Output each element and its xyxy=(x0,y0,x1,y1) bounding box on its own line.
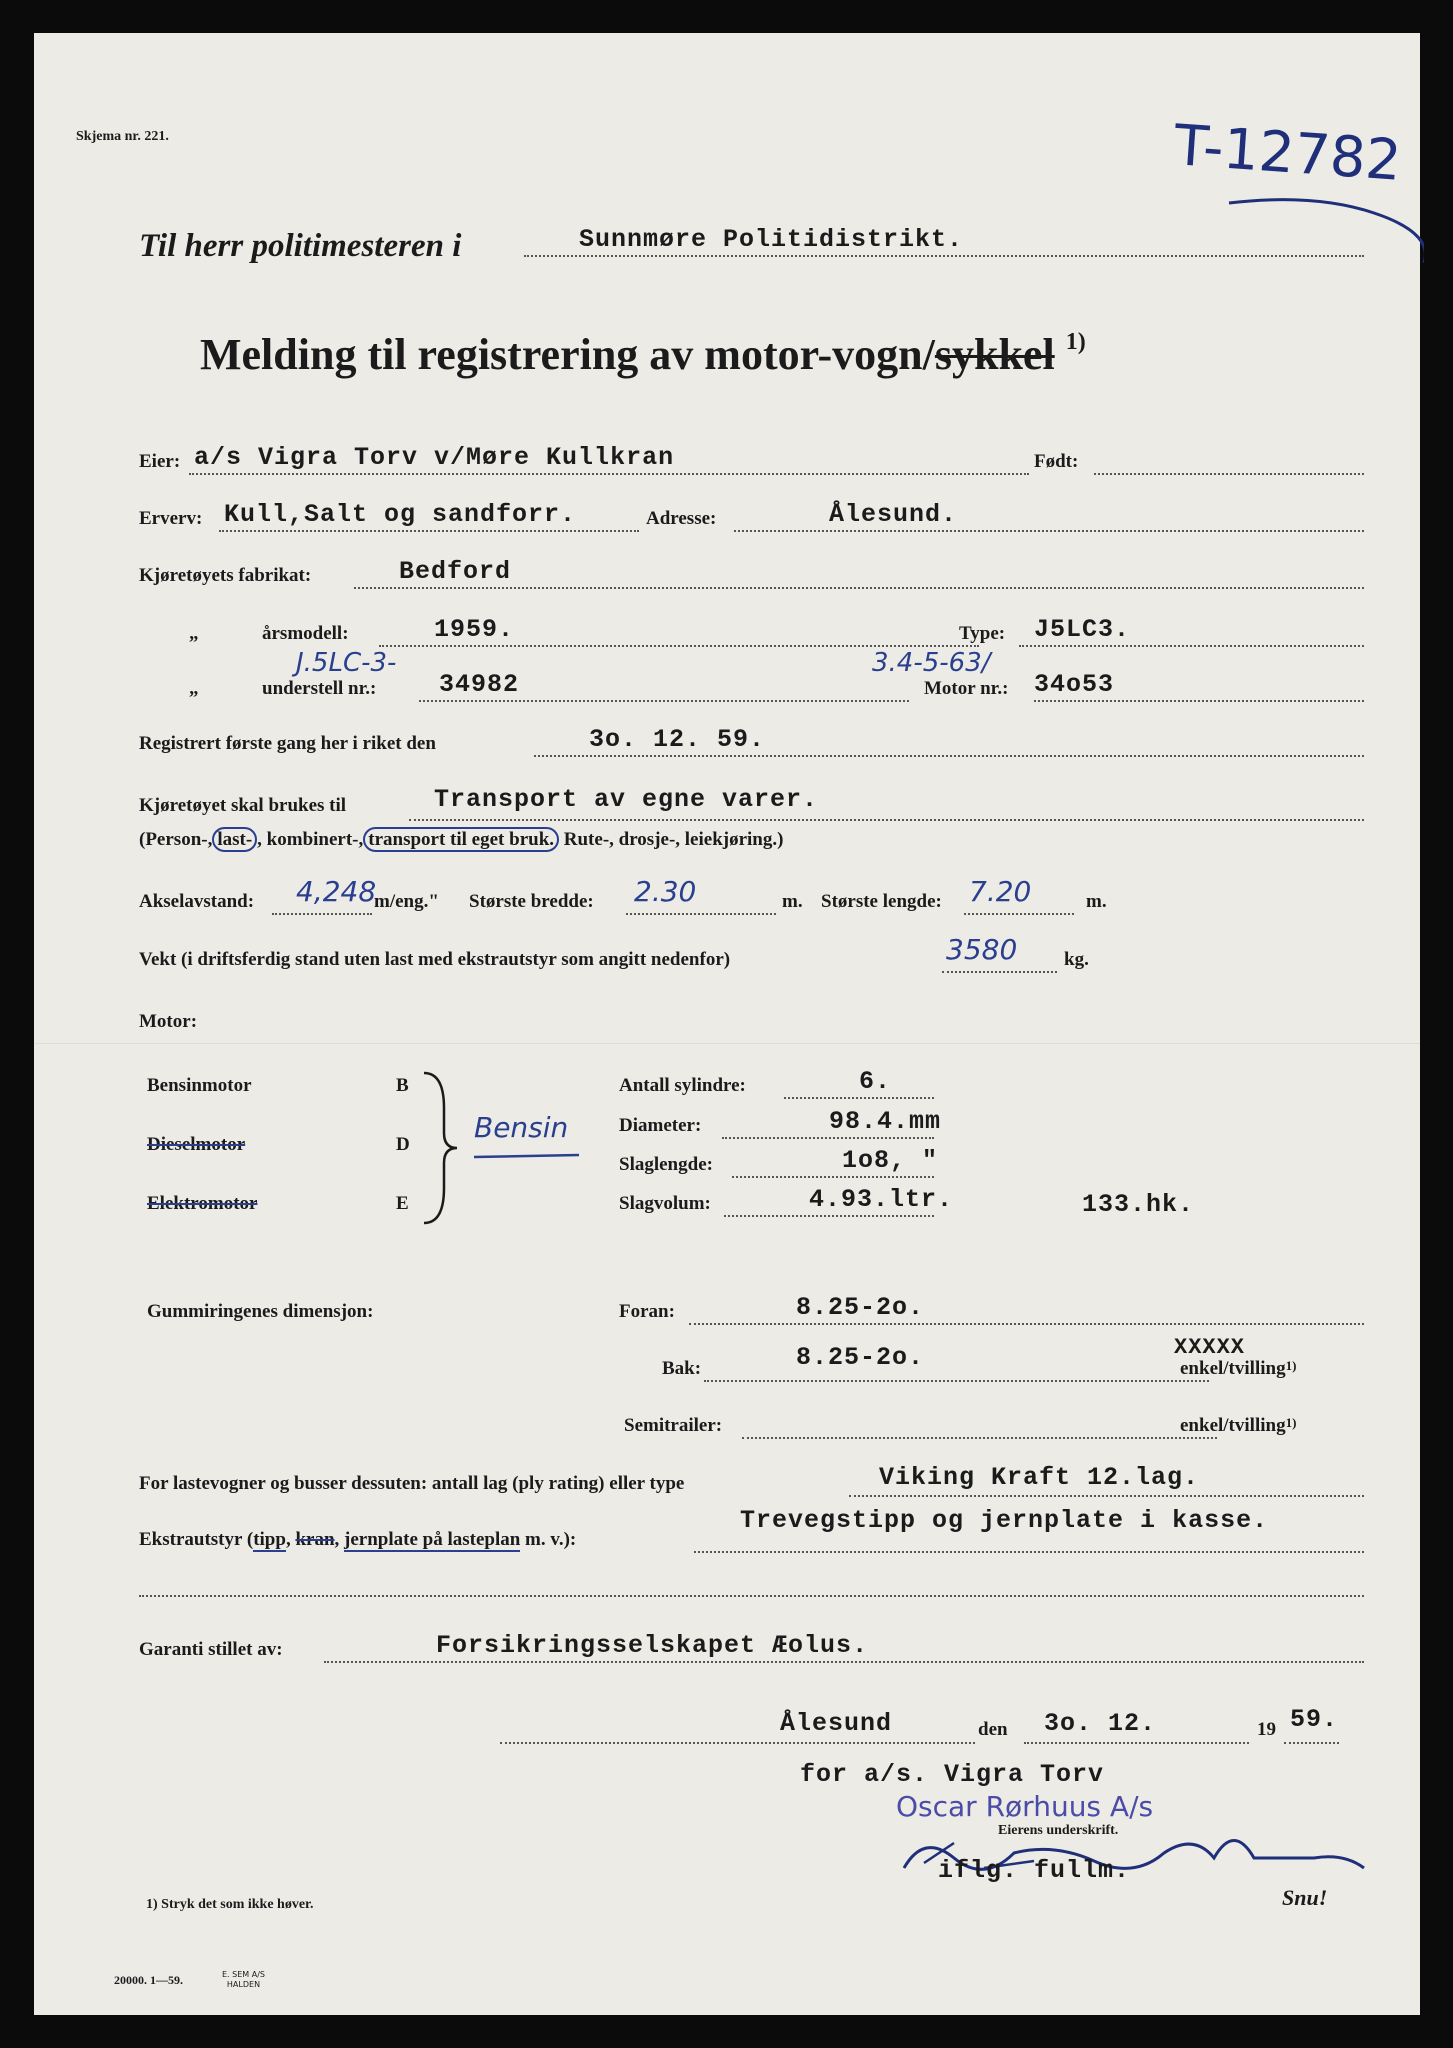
dieselmotor-label-struck: Dieselmotor xyxy=(147,1134,246,1155)
ply-value: Viking Kraft 12.lag. xyxy=(879,1463,1200,1492)
motor-nr-label: Motor nr.: xyxy=(924,678,1009,699)
foran-label: Foran: xyxy=(619,1301,675,1322)
date-value: 3o. 12. xyxy=(1044,1709,1157,1738)
police-district-value: Sunnmøre Politidistrikt. xyxy=(579,225,964,254)
slagvolum-dots xyxy=(724,1215,934,1217)
semi-enkel-tvilling xyxy=(1180,1415,1296,1437)
xxxxx-overtype: XXXXX xyxy=(1174,1335,1246,1360)
motor-brace xyxy=(419,1068,459,1228)
type-dots xyxy=(1019,645,1364,647)
semitrailer-label: Semitrailer: xyxy=(624,1415,723,1436)
owner-stamp: Oscar Rørhuus A/s xyxy=(896,1790,1154,1823)
elektromotor-label-struck: Elektromotor xyxy=(147,1193,258,1214)
eier-label: Eier: xyxy=(139,451,181,472)
arsmodell-value: 1959. xyxy=(434,615,515,644)
slaglengde-value: 1o8, " xyxy=(842,1146,939,1175)
bensinmotor-label: Bensinmotor xyxy=(147,1075,252,1096)
arsmodell-dots xyxy=(379,645,979,647)
ekstra-sep-1: , xyxy=(285,1529,296,1550)
iflg-fullm: iflg. fullm. xyxy=(938,1856,1131,1885)
registrert-dots xyxy=(534,755,1364,757)
diesel-code: D xyxy=(396,1134,410,1155)
use-last-circled: last- xyxy=(212,827,257,852)
understell-label: understell nr.: xyxy=(262,678,377,699)
registrert-value: 3o. 12. 59. xyxy=(589,725,766,754)
ekstra-sep-2: , xyxy=(334,1529,345,1550)
fuel-handwritten: Bensin xyxy=(474,1111,569,1144)
vekt-label: Vekt (i driftsferdig stand uten last med ekstrautstyr som angitt nedenfor) xyxy=(139,949,731,970)
ekstra-label-b: m. v.): xyxy=(520,1529,577,1550)
aksel-label: Akselavstand: xyxy=(139,891,255,912)
garanti-label: Garanti stillet av: xyxy=(139,1639,283,1660)
sylindre-dots xyxy=(784,1097,934,1099)
printer-name: E. SEM A/S xyxy=(222,1970,265,1979)
lengde-value: 7.20 xyxy=(969,875,1032,908)
footnote: 1) Stryk det som ikke høver. xyxy=(146,1897,314,1912)
schema-number: Skjema nr. 221. xyxy=(76,129,169,144)
form-title xyxy=(200,329,1086,380)
archive-underline xyxy=(1224,183,1424,273)
adresse-dots xyxy=(734,530,1364,532)
type-value: J5LC3. xyxy=(1034,615,1131,644)
archive-number: T-12782 xyxy=(1172,113,1404,194)
eier-dots xyxy=(189,473,1029,475)
garanti-value: Forsikringsselskapet Æolus. xyxy=(436,1631,869,1660)
bak-enkel-tvilling-text: enkel/tvilling xyxy=(1180,1358,1286,1379)
printer-city: HALDEN xyxy=(226,1980,261,1989)
ekstra-tipp-underlined: tipp xyxy=(253,1529,286,1550)
eierens-underskrift-label: Eierens underskrift. xyxy=(998,1823,1119,1838)
fodt-label: Født: xyxy=(1034,451,1079,472)
ditto-mark-1: „ xyxy=(189,623,199,644)
to-police-label: Til herr politimesteren i xyxy=(139,228,462,264)
ekstra-kran-struck: kran xyxy=(295,1529,335,1550)
form-title-main: Melding til registrering av motor-vogn/ xyxy=(200,330,935,379)
ditto-mark-2: „ xyxy=(189,678,199,699)
motor-nr-dots xyxy=(1034,700,1364,702)
ekstra-label xyxy=(139,1529,576,1551)
slaglengde-dots xyxy=(732,1176,934,1178)
vekt-value: 3580 xyxy=(946,933,1018,966)
ekstra-jernplate-underlined: jernplate på lasteplan xyxy=(344,1529,521,1550)
ekstra-value: Trevegstipp og jernplate i kasse. xyxy=(740,1506,1269,1535)
form-page xyxy=(34,33,1420,2015)
ekstra-dots-2 xyxy=(139,1595,1364,1597)
fabrikat-value: Bedford xyxy=(399,557,512,586)
date-dots xyxy=(1024,1742,1249,1744)
semitrailer-dots xyxy=(742,1437,1217,1439)
type-label: Type: xyxy=(959,623,1006,644)
sylindre-label: Antall sylindre: xyxy=(619,1075,746,1096)
motor-section-label: Motor: xyxy=(139,1011,198,1032)
vekt-dots xyxy=(942,971,1057,973)
use-options xyxy=(139,829,783,851)
aksel-unit: m/eng." xyxy=(374,891,439,912)
garanti-dots xyxy=(324,1661,1364,1663)
slagvolum-value: 4.93.ltr. xyxy=(809,1185,954,1214)
bak-footnote: 1) xyxy=(1285,1358,1297,1373)
tyre-dimension-label: Gummiringenes dimensjon: xyxy=(147,1301,374,1322)
semi-footnote: 1) xyxy=(1285,1415,1297,1430)
adresse-value: Ålesund. xyxy=(829,500,958,529)
den-label: den xyxy=(978,1719,1008,1740)
form-title-footnote: 1) xyxy=(1065,329,1086,355)
arsmodell-label: årsmodell: xyxy=(262,623,349,644)
use-rest: Rute-, drosje-, leiekjøring.) xyxy=(563,829,784,850)
lengde-unit: m. xyxy=(1086,891,1107,912)
lengde-dots xyxy=(964,913,1074,915)
hk-value: 133.hk. xyxy=(1082,1190,1195,1219)
bredde-dots xyxy=(626,913,776,915)
fuel-underline xyxy=(469,1151,589,1163)
form-title-struck: sykkel xyxy=(934,330,1055,379)
adresse-label: Adresse: xyxy=(646,508,717,529)
ekstra-label-a: Ekstrautstyr ( xyxy=(139,1529,254,1550)
semi-enkel-tvilling-text: enkel/tvilling xyxy=(1180,1415,1286,1436)
bredde-unit: m. xyxy=(782,891,803,912)
place-value: Ålesund xyxy=(780,1709,893,1738)
understell-handwritten: J.5LC-3- xyxy=(296,648,397,678)
fodt-dots xyxy=(1094,473,1364,475)
diameter-value: 98.4.mm xyxy=(829,1107,942,1136)
motor-nr-value: 34o53 xyxy=(1034,670,1115,699)
slagvolum-label: Slagvolum: xyxy=(619,1193,711,1214)
ekstra-dots xyxy=(694,1551,1364,1553)
use-comb: , kombinert-, xyxy=(257,829,364,850)
erverv-dots xyxy=(219,530,639,532)
year-dots xyxy=(1284,1742,1339,1744)
for-owner-line: for a/s. Vigra Torv xyxy=(800,1760,1105,1789)
ply-dots xyxy=(849,1495,1364,1497)
eier-value: a/s Vigra Torv v/Møre Kullkran xyxy=(194,443,675,472)
motor-handwritten: 3.4-5-63/ xyxy=(872,648,991,678)
fold-line xyxy=(34,1043,1420,1044)
print-number: 20000. 1—59. xyxy=(114,1973,183,1987)
bensin-code: B xyxy=(396,1075,409,1096)
place-dots xyxy=(500,1742,975,1744)
erverv-label: Erverv: xyxy=(139,508,203,529)
elektro-code: E xyxy=(396,1193,409,1214)
fabrikat-dots xyxy=(354,587,1364,589)
year-value: 59. xyxy=(1290,1705,1339,1734)
lengde-label: Største lengde: xyxy=(821,891,942,912)
aksel-dots xyxy=(272,913,372,915)
vekt-unit: kg. xyxy=(1064,949,1089,970)
use-open: (Person-, xyxy=(139,829,213,850)
bak-enkel-tvilling xyxy=(1180,1358,1296,1380)
fabrikat-label: Kjøretøyets fabrikat: xyxy=(139,565,312,586)
erverv-value: Kull,Salt og sandforr. xyxy=(224,500,577,529)
police-dots xyxy=(524,255,1364,257)
diameter-label: Diameter: xyxy=(619,1115,702,1136)
understell-dots xyxy=(419,700,909,702)
printer-mark xyxy=(222,1970,265,1990)
sylindre-value: 6. xyxy=(859,1067,892,1096)
use-transport-circled: transport til eget bruk. xyxy=(363,827,559,852)
understell-value: 34982 xyxy=(439,670,520,699)
bredde-value: 2.30 xyxy=(634,875,697,908)
bak-value: 8.25-2o. xyxy=(796,1343,925,1372)
brukes-value: Transport av egne varer. xyxy=(434,785,819,814)
ply-label: For lastevogner og busser dessuten: antall lag (ply rating) eller type xyxy=(139,1473,685,1494)
bredde-label: Største bredde: xyxy=(469,891,594,912)
brukes-label: Kjøretøyet skal brukes til xyxy=(139,795,347,816)
brukes-dots xyxy=(409,819,1364,821)
year-prefix: 19 xyxy=(1257,1719,1276,1740)
slaglengde-label: Slaglengde: xyxy=(619,1154,713,1175)
diameter-dots xyxy=(722,1137,934,1139)
foran-value: 8.25-2o. xyxy=(796,1293,925,1322)
foran-dots xyxy=(689,1323,1364,1325)
snu-label: Snu! xyxy=(1282,1885,1328,1910)
bak-dots xyxy=(704,1380,1209,1382)
bak-label: Bak: xyxy=(662,1358,702,1379)
aksel-value: 4,248 xyxy=(296,875,377,908)
registrert-label: Registrert første gang her i riket den xyxy=(139,733,436,754)
